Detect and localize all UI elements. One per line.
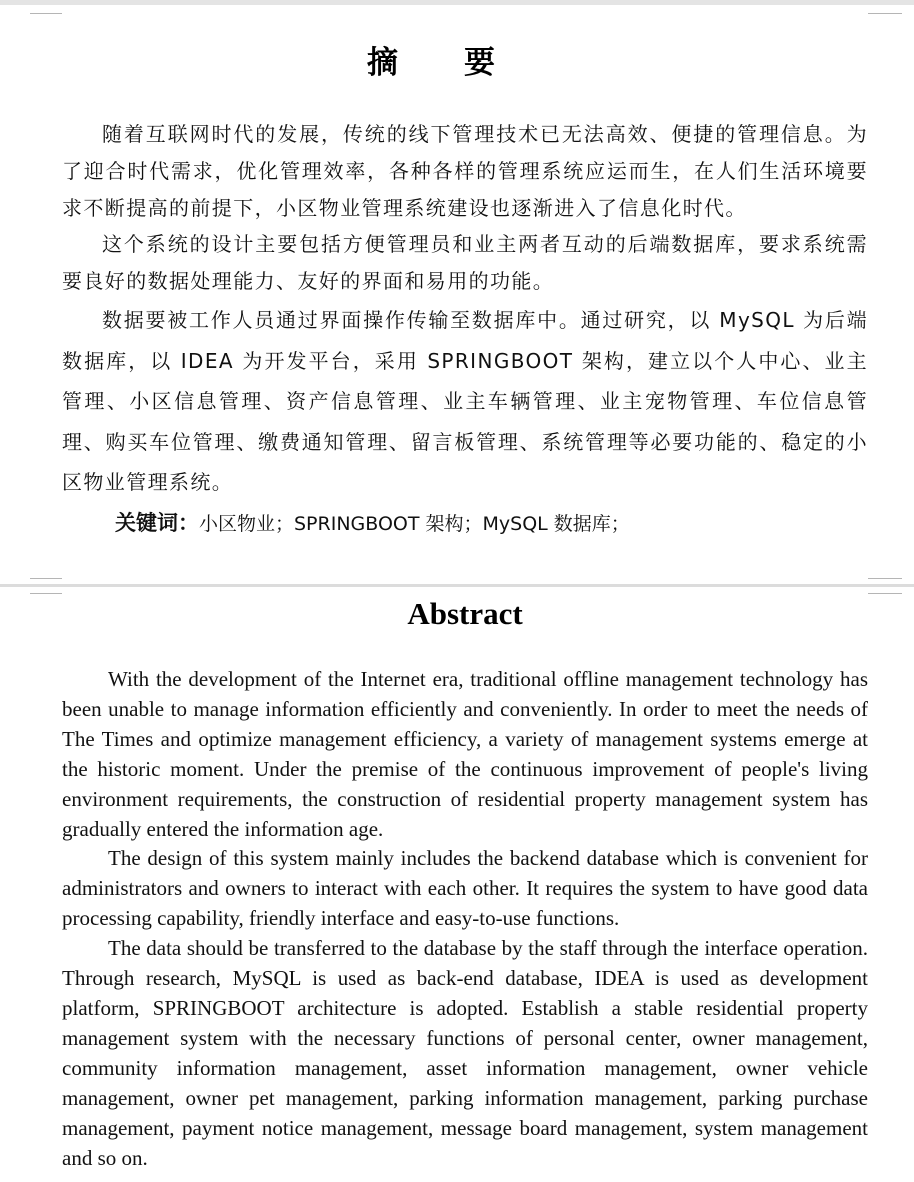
keywords-text: 小区物业；SPRINGBOOT 架构；MySQL 数据库； — [199, 513, 630, 535]
english-abstract-paragraph-2: The design of this system mainly includes the backend database which is convenient for administrators and owners to interact with each other. It requires the system to have good data processing capability, friendly interface and easy-to-use functions. — [62, 846, 868, 930]
english-abstract-title: Abstract — [407, 596, 523, 631]
margin-mark-top-left — [30, 5, 62, 14]
chinese-abstract-paragraph-3: 数据要被工作人员通过界面操作传输至数据库中。通过研究，以 MySQL 为后端数据库，以 IDEA 为开发平台，采用 SPRINGBOOT 架构，建立以个人中心、业主管理、小区信息管理、资产信息管理、业主车辆管理、业主宠物管理、车位信息管理、购买车位管理、缴费通知管理、留言板管理、系统管理等必要功能的、稳定的小区物业管理系统。 — [62, 308, 868, 494]
chinese-abstract-paragraph-2: 这个系统的设计主要包括方便管理员和业主两者互动的后端数据库，要求系统需要良好的数据处理能力、友好的界面和易用的功能。 — [62, 232, 868, 293]
english-abstract-paragraph-3: The data should be transferred to the database by the staff through the interface operation. Through research, MySQL is used as back-end database, IDEA is used as development platform, SPRINGBOOT architecture is adopted. Establish a stable residential property management system with the necessary functions of personal center, owner management, community information management, asset information management, owner vehicle management, owner pet management, parking information management, parking purchase management, payment notice management, message board management, system management and so on. — [62, 936, 868, 1170]
margin-mark-bottom-left — [30, 578, 62, 594]
keywords-label: 关键词： — [115, 511, 199, 535]
page-break — [0, 584, 914, 587]
english-abstract-paragraph-1: With the development of the Internet era, traditional offline management technology has been unable to manage information efficiently and conveniently. In order to meet the needs of The Times and optimize management efficiency, a variety of management systems emerge at the historic moment. Under the premise of the continuous improvement of people's living environment requirements, the construction of residential property management system has gradually entered the information age. — [62, 667, 868, 841]
margin-mark-top-right — [868, 5, 902, 14]
margin-mark-bottom-right — [868, 578, 902, 594]
chinese-abstract-title: 摘要 — [367, 45, 561, 81]
keywords-line — [115, 506, 630, 541]
page-top-edge — [0, 0, 914, 5]
chinese-abstract-paragraph-1: 随着互联网时代的发展，传统的线下管理技术已无法高效、便捷的管理信息。为了迎合时代需求，优化管理效率，各种各样的管理系统应运而生，在人们生活环境要求不断提高的前提下，小区物业管理系统建设也逐渐进入了信息化时代。 — [62, 122, 868, 220]
